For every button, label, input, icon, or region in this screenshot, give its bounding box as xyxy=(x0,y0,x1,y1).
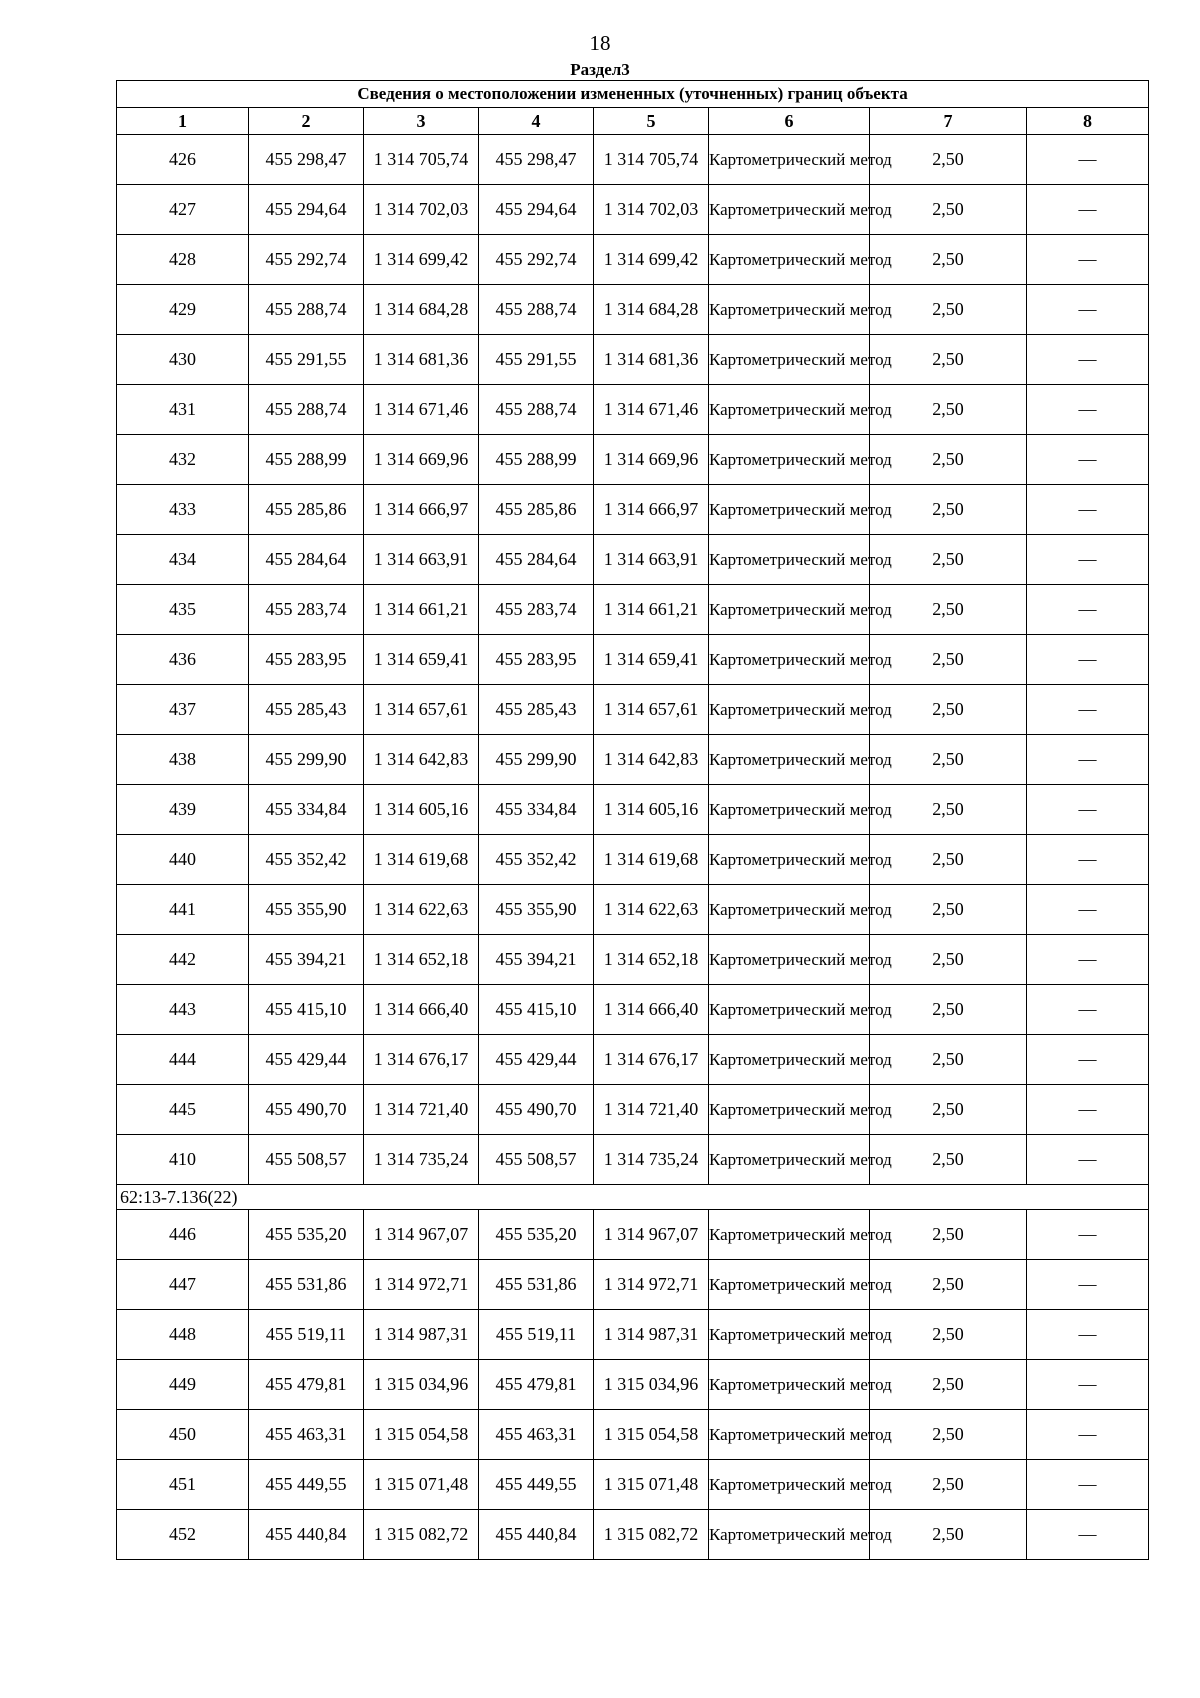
cell-col-3: 1 314 987,31 xyxy=(364,1310,479,1360)
cell-col-4: 455 288,99 xyxy=(479,435,594,485)
cell-col-5: 1 314 622,63 xyxy=(594,885,709,935)
cell-col-3: 1 314 699,42 xyxy=(364,235,479,285)
cell-col-3: 1 314 671,46 xyxy=(364,385,479,435)
cell-col-8: — xyxy=(1027,1135,1149,1185)
cell-col-8: — xyxy=(1027,835,1149,885)
cell-col-8: — xyxy=(1027,1210,1149,1260)
cell-col-7: 2,50 xyxy=(870,785,1027,835)
table-row xyxy=(117,1360,1149,1410)
cell-col-2: 455 508,57 xyxy=(249,1135,364,1185)
cell-col-3: 1 314 702,03 xyxy=(364,185,479,235)
cell-col-7: 2,50 xyxy=(870,1360,1027,1410)
cell-col-3: 1 314 735,24 xyxy=(364,1135,479,1185)
cell-col-3: 1 314 666,40 xyxy=(364,985,479,1035)
table-row xyxy=(117,1510,1149,1560)
cell-col-8: — xyxy=(1027,535,1149,585)
table-row xyxy=(117,1460,1149,1510)
cell-col-8: — xyxy=(1027,185,1149,235)
cell-col-6: Картометрический метод xyxy=(709,185,870,235)
column-number-1: 1 xyxy=(117,108,249,135)
cell-col-7: 2,50 xyxy=(870,335,1027,385)
group-label: 62:13-7.136(22) xyxy=(117,1185,1149,1210)
table-row xyxy=(117,785,1149,835)
cell-col-7: 2,50 xyxy=(870,1210,1027,1260)
cell-col-3: 1 315 054,58 xyxy=(364,1410,479,1460)
table-row xyxy=(117,685,1149,735)
cell-col-8: — xyxy=(1027,985,1149,1035)
cell-col-8: — xyxy=(1027,635,1149,685)
cell-col-3: 1 314 666,97 xyxy=(364,485,479,535)
cell-col-2: 455 449,55 xyxy=(249,1460,364,1510)
column-number-row xyxy=(117,108,1149,135)
cell-col-2: 455 334,84 xyxy=(249,785,364,835)
cell-col-4: 455 449,55 xyxy=(479,1460,594,1510)
table-row xyxy=(117,135,1149,185)
cell-col-7: 2,50 xyxy=(870,1085,1027,1135)
cell-col-8: — xyxy=(1027,1035,1149,1085)
cell-col-3: 1 314 972,71 xyxy=(364,1260,479,1310)
cell-col-1: 444 xyxy=(117,1035,249,1085)
cell-col-4: 455 294,64 xyxy=(479,185,594,235)
table-row xyxy=(117,235,1149,285)
cell-col-5: 1 314 676,17 xyxy=(594,1035,709,1085)
cell-col-6: Картометрический метод xyxy=(709,1410,870,1460)
column-number-7: 7 xyxy=(870,108,1027,135)
cell-col-6: Картометрический метод xyxy=(709,635,870,685)
cell-col-2: 455 292,74 xyxy=(249,235,364,285)
cell-col-1: 410 xyxy=(117,1135,249,1185)
column-number-4: 4 xyxy=(479,108,594,135)
cell-col-6: Картометрический метод xyxy=(709,935,870,985)
cell-col-2: 455 490,70 xyxy=(249,1085,364,1135)
cell-col-3: 1 315 071,48 xyxy=(364,1460,479,1510)
table-row xyxy=(117,1310,1149,1360)
cell-col-2: 455 394,21 xyxy=(249,935,364,985)
cell-col-5: 1 314 661,21 xyxy=(594,585,709,635)
cell-col-5: 1 314 666,40 xyxy=(594,985,709,1035)
cell-col-7: 2,50 xyxy=(870,735,1027,785)
cell-col-3: 1 315 034,96 xyxy=(364,1360,479,1410)
cell-col-1: 443 xyxy=(117,985,249,1035)
cell-col-6: Картометрический метод xyxy=(709,235,870,285)
cell-col-2: 455 429,44 xyxy=(249,1035,364,1085)
cell-col-7: 2,50 xyxy=(870,835,1027,885)
cell-col-8: — xyxy=(1027,585,1149,635)
cell-col-8: — xyxy=(1027,385,1149,435)
cell-col-6: Картометрический метод xyxy=(709,685,870,735)
cell-col-1: 435 xyxy=(117,585,249,635)
cell-col-1: 428 xyxy=(117,235,249,285)
cell-col-7: 2,50 xyxy=(870,1460,1027,1510)
cell-col-7: 2,50 xyxy=(870,1310,1027,1360)
cell-col-6: Картометрический метод xyxy=(709,135,870,185)
table-title: Сведения о местоположении измененных (уточненных) границ объекта xyxy=(117,81,1149,108)
cell-col-6: Картометрический метод xyxy=(709,535,870,585)
cell-col-4: 455 291,55 xyxy=(479,335,594,385)
cell-col-8: — xyxy=(1027,1510,1149,1560)
table-body-part2 xyxy=(117,1210,1149,1560)
cell-col-8: — xyxy=(1027,785,1149,835)
cell-col-3: 1 314 619,68 xyxy=(364,835,479,885)
cell-col-5: 1 314 987,31 xyxy=(594,1310,709,1360)
cell-col-1: 433 xyxy=(117,485,249,535)
cell-col-1: 437 xyxy=(117,685,249,735)
cell-col-8: — xyxy=(1027,135,1149,185)
table-row xyxy=(117,1035,1149,1085)
cell-col-5: 1 315 054,58 xyxy=(594,1410,709,1460)
cell-col-4: 455 288,74 xyxy=(479,285,594,335)
column-number-6: 6 xyxy=(709,108,870,135)
cell-col-5: 1 315 082,72 xyxy=(594,1510,709,1560)
cell-col-4: 455 285,43 xyxy=(479,685,594,735)
cell-col-7: 2,50 xyxy=(870,1410,1027,1460)
cell-col-1: 429 xyxy=(117,285,249,335)
cell-col-7: 2,50 xyxy=(870,485,1027,535)
cell-col-1: 449 xyxy=(117,1360,249,1410)
table-row xyxy=(117,535,1149,585)
cell-col-8: — xyxy=(1027,485,1149,535)
cell-col-2: 455 415,10 xyxy=(249,985,364,1035)
cell-col-5: 1 314 735,24 xyxy=(594,1135,709,1185)
cell-col-7: 2,50 xyxy=(870,1260,1027,1310)
cell-col-6: Картометрический метод xyxy=(709,385,870,435)
column-number-5: 5 xyxy=(594,108,709,135)
table-row xyxy=(117,835,1149,885)
section-title: Раздел3 xyxy=(570,60,630,79)
cell-col-8: — xyxy=(1027,335,1149,385)
cell-col-3: 1 314 659,41 xyxy=(364,635,479,685)
cell-col-3: 1 314 681,36 xyxy=(364,335,479,385)
cell-col-4: 455 355,90 xyxy=(479,885,594,935)
cell-col-4: 455 298,47 xyxy=(479,135,594,185)
cell-col-4: 455 508,57 xyxy=(479,1135,594,1185)
cell-col-5: 1 314 721,40 xyxy=(594,1085,709,1135)
cell-col-3: 1 314 663,91 xyxy=(364,535,479,585)
cell-col-1: 446 xyxy=(117,1210,249,1260)
cell-col-2: 455 288,99 xyxy=(249,435,364,485)
cell-col-2: 455 355,90 xyxy=(249,885,364,935)
cell-col-2: 455 463,31 xyxy=(249,1410,364,1460)
cell-col-7: 2,50 xyxy=(870,1035,1027,1085)
cell-col-6: Картометрический метод xyxy=(709,1510,870,1560)
cell-col-7: 2,50 xyxy=(870,685,1027,735)
cell-col-2: 455 479,81 xyxy=(249,1360,364,1410)
cell-col-4: 455 283,95 xyxy=(479,635,594,685)
cell-col-6: Картометрический метод xyxy=(709,335,870,385)
cell-col-6: Картометрический метод xyxy=(709,1085,870,1135)
cell-col-7: 2,50 xyxy=(870,635,1027,685)
cell-col-4: 455 292,74 xyxy=(479,235,594,285)
cell-col-1: 430 xyxy=(117,335,249,385)
cell-col-3: 1 314 652,18 xyxy=(364,935,479,985)
cell-col-2: 455 299,90 xyxy=(249,735,364,785)
cell-col-4: 455 415,10 xyxy=(479,985,594,1035)
cell-col-5: 1 314 681,36 xyxy=(594,335,709,385)
cell-col-2: 455 283,95 xyxy=(249,635,364,685)
cell-col-7: 2,50 xyxy=(870,885,1027,935)
cell-col-6: Картометрический метод xyxy=(709,1360,870,1410)
cell-col-5: 1 314 642,83 xyxy=(594,735,709,785)
cell-col-4: 455 440,84 xyxy=(479,1510,594,1560)
cell-col-5: 1 314 699,42 xyxy=(594,235,709,285)
table-row xyxy=(117,1135,1149,1185)
cell-col-8: — xyxy=(1027,235,1149,285)
cell-col-8: — xyxy=(1027,1260,1149,1310)
cell-col-4: 455 394,21 xyxy=(479,935,594,985)
cell-col-4: 455 490,70 xyxy=(479,1085,594,1135)
cell-col-3: 1 315 082,72 xyxy=(364,1510,479,1560)
table-row xyxy=(117,735,1149,785)
cell-col-1: 441 xyxy=(117,885,249,935)
cell-col-6: Картометрический метод xyxy=(709,735,870,785)
cell-col-2: 455 288,74 xyxy=(249,285,364,335)
cell-col-5: 1 314 657,61 xyxy=(594,685,709,735)
cell-col-2: 455 285,43 xyxy=(249,685,364,735)
table-row xyxy=(117,1210,1149,1260)
page-number: 18 xyxy=(589,31,611,55)
cell-col-5: 1 314 659,41 xyxy=(594,635,709,685)
cell-col-3: 1 314 684,28 xyxy=(364,285,479,335)
cell-col-1: 450 xyxy=(117,1410,249,1460)
cell-col-3: 1 314 605,16 xyxy=(364,785,479,835)
column-number-2: 2 xyxy=(249,108,364,135)
cell-col-1: 434 xyxy=(117,535,249,585)
cell-col-8: — xyxy=(1027,1310,1149,1360)
cell-col-2: 455 294,64 xyxy=(249,185,364,235)
table-row xyxy=(117,585,1149,635)
cell-col-3: 1 314 705,74 xyxy=(364,135,479,185)
table-row xyxy=(117,1260,1149,1310)
table-row xyxy=(117,185,1149,235)
cell-col-6: Картометрический метод xyxy=(709,1460,870,1510)
cell-col-7: 2,50 xyxy=(870,535,1027,585)
column-number-8: 8 xyxy=(1027,108,1149,135)
cell-col-2: 455 531,86 xyxy=(249,1260,364,1310)
table-row xyxy=(117,935,1149,985)
cell-col-4: 455 288,74 xyxy=(479,385,594,435)
cell-col-8: — xyxy=(1027,885,1149,935)
cell-col-8: — xyxy=(1027,435,1149,485)
cell-col-4: 455 531,86 xyxy=(479,1260,594,1310)
cell-col-7: 2,50 xyxy=(870,235,1027,285)
cell-col-2: 455 291,55 xyxy=(249,335,364,385)
cell-col-1: 447 xyxy=(117,1260,249,1310)
cell-col-7: 2,50 xyxy=(870,985,1027,1035)
cell-col-5: 1 314 671,46 xyxy=(594,385,709,435)
cell-col-5: 1 314 619,68 xyxy=(594,835,709,885)
cell-col-8: — xyxy=(1027,1410,1149,1460)
cell-col-2: 455 284,64 xyxy=(249,535,364,585)
cell-col-1: 426 xyxy=(117,135,249,185)
cell-col-1: 432 xyxy=(117,435,249,485)
cell-col-1: 445 xyxy=(117,1085,249,1135)
cell-col-2: 455 288,74 xyxy=(249,385,364,435)
cell-col-5: 1 314 967,07 xyxy=(594,1210,709,1260)
cell-col-2: 455 519,11 xyxy=(249,1310,364,1360)
cell-col-5: 1 314 702,03 xyxy=(594,185,709,235)
cell-col-4: 455 463,31 xyxy=(479,1410,594,1460)
cell-col-6: Картометрический метод xyxy=(709,485,870,535)
table-row xyxy=(117,335,1149,385)
cell-col-6: Картометрический метод xyxy=(709,985,870,1035)
cell-col-4: 455 334,84 xyxy=(479,785,594,835)
cell-col-7: 2,50 xyxy=(870,385,1027,435)
cell-col-1: 438 xyxy=(117,735,249,785)
cell-col-5: 1 314 663,91 xyxy=(594,535,709,585)
cell-col-4: 455 283,74 xyxy=(479,585,594,635)
table-row xyxy=(117,385,1149,435)
table-body-part1 xyxy=(117,135,1149,1185)
cell-col-3: 1 314 676,17 xyxy=(364,1035,479,1085)
cell-col-6: Картометрический метод xyxy=(709,1135,870,1185)
column-number-3: 3 xyxy=(364,108,479,135)
cell-col-7: 2,50 xyxy=(870,285,1027,335)
cell-col-3: 1 314 967,07 xyxy=(364,1210,479,1260)
cell-col-1: 442 xyxy=(117,935,249,985)
table-row xyxy=(117,435,1149,485)
cell-col-6: Картометрический метод xyxy=(709,1210,870,1260)
group-row xyxy=(117,1185,1149,1210)
cell-col-5: 1 314 605,16 xyxy=(594,785,709,835)
cell-col-7: 2,50 xyxy=(870,1510,1027,1560)
cell-col-7: 2,50 xyxy=(870,185,1027,235)
cell-col-6: Картометрический метод xyxy=(709,885,870,935)
cell-col-8: — xyxy=(1027,685,1149,735)
cell-col-8: — xyxy=(1027,735,1149,785)
cell-col-5: 1 314 705,74 xyxy=(594,135,709,185)
cell-col-5: 1 314 666,97 xyxy=(594,485,709,535)
cell-col-6: Картометрический метод xyxy=(709,585,870,635)
cell-col-6: Картометрический метод xyxy=(709,1035,870,1085)
cell-col-4: 455 285,86 xyxy=(479,485,594,535)
cell-col-2: 455 535,20 xyxy=(249,1210,364,1260)
cell-col-5: 1 314 972,71 xyxy=(594,1260,709,1310)
cell-col-8: — xyxy=(1027,285,1149,335)
cell-col-1: 452 xyxy=(117,1510,249,1560)
cell-col-5: 1 315 071,48 xyxy=(594,1460,709,1510)
cell-col-3: 1 314 661,21 xyxy=(364,585,479,635)
table-row xyxy=(117,885,1149,935)
cell-col-5: 1 314 684,28 xyxy=(594,285,709,335)
cell-col-4: 455 429,44 xyxy=(479,1035,594,1085)
cell-col-1: 436 xyxy=(117,635,249,685)
cell-col-6: Картометрический метод xyxy=(709,1310,870,1360)
cell-col-3: 1 314 642,83 xyxy=(364,735,479,785)
cell-col-5: 1 315 034,96 xyxy=(594,1360,709,1410)
table-row xyxy=(117,285,1149,335)
table-row xyxy=(117,985,1149,1035)
cell-col-1: 448 xyxy=(117,1310,249,1360)
cell-col-4: 455 535,20 xyxy=(479,1210,594,1260)
cell-col-4: 455 479,81 xyxy=(479,1360,594,1410)
cell-col-7: 2,50 xyxy=(870,435,1027,485)
cell-col-5: 1 314 652,18 xyxy=(594,935,709,985)
cell-col-1: 431 xyxy=(117,385,249,435)
cell-col-6: Картометрический метод xyxy=(709,835,870,885)
cell-col-2: 455 352,42 xyxy=(249,835,364,885)
cell-col-2: 455 440,84 xyxy=(249,1510,364,1560)
cell-col-7: 2,50 xyxy=(870,135,1027,185)
cell-col-8: — xyxy=(1027,1460,1149,1510)
cell-col-3: 1 314 669,96 xyxy=(364,435,479,485)
cell-col-5: 1 314 669,96 xyxy=(594,435,709,485)
cell-col-6: Картометрический метод xyxy=(709,285,870,335)
cell-col-6: Картометрический метод xyxy=(709,1260,870,1310)
cell-col-1: 451 xyxy=(117,1460,249,1510)
cell-col-1: 439 xyxy=(117,785,249,835)
cell-col-3: 1 314 622,63 xyxy=(364,885,479,935)
cell-col-8: — xyxy=(1027,1360,1149,1410)
table-row xyxy=(117,485,1149,535)
cell-col-7: 2,50 xyxy=(870,585,1027,635)
cell-col-7: 2,50 xyxy=(870,1135,1027,1185)
cell-col-3: 1 314 721,40 xyxy=(364,1085,479,1135)
table-row xyxy=(117,1085,1149,1135)
cell-col-4: 455 352,42 xyxy=(479,835,594,885)
cell-col-2: 455 285,86 xyxy=(249,485,364,535)
cell-col-8: — xyxy=(1027,935,1149,985)
cell-col-6: Картометрический метод xyxy=(709,435,870,485)
table-row xyxy=(117,1410,1149,1460)
cell-col-1: 427 xyxy=(117,185,249,235)
cell-col-1: 440 xyxy=(117,835,249,885)
table-row xyxy=(117,635,1149,685)
cell-col-6: Картометрический метод xyxy=(709,785,870,835)
cell-col-4: 455 284,64 xyxy=(479,535,594,585)
cell-col-4: 455 299,90 xyxy=(479,735,594,785)
cell-col-8: — xyxy=(1027,1085,1149,1135)
cell-col-2: 455 298,47 xyxy=(249,135,364,185)
cell-col-7: 2,50 xyxy=(870,935,1027,985)
boundary-coordinates-table xyxy=(116,80,1149,1560)
cell-col-2: 455 283,74 xyxy=(249,585,364,635)
cell-col-3: 1 314 657,61 xyxy=(364,685,479,735)
cell-col-4: 455 519,11 xyxy=(479,1310,594,1360)
